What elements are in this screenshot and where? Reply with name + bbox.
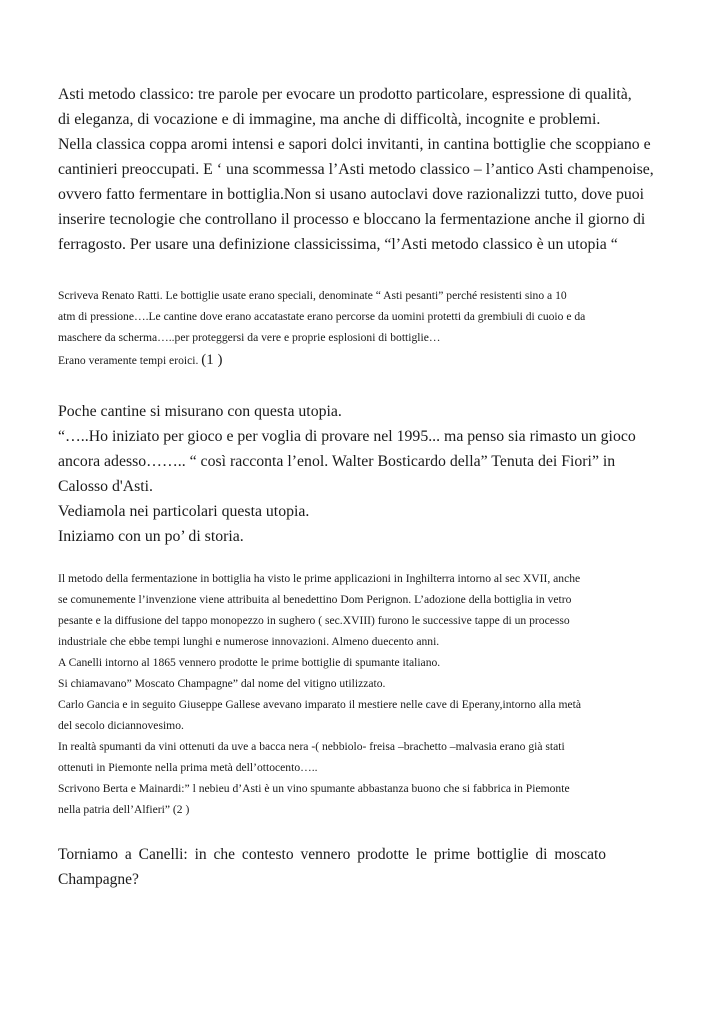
history-line: Carlo Gancia e in seguito Giuseppe Gallese avevano imparato il mestiere nelle cave di Eperany,intorno alla metà bbox=[58, 698, 582, 711]
intro-line: di eleganza, di vocazione e di immagine, ma anche di difficoltà, incognite e problemi. bbox=[58, 111, 601, 128]
history-line: Si chiamavano” Moscato Champagne” dal nome del vitigno utilizzato. bbox=[58, 677, 386, 690]
history-line: Il metodo della fermentazione in bottiglia ha visto le prime applicazioni in Inghilterra intorno al sec XVII, anche bbox=[58, 572, 581, 585]
history-line: A Canelli intorno al 1865 vennero prodotte le prime bottiglie di spumante italiano. bbox=[58, 656, 441, 669]
intro-line: Asti metodo classico: tre parole per evocare un prodotto particolare, espressione di qualità, bbox=[58, 86, 632, 103]
quote-line: Scriveva Renato Ratti. Le bottiglie usate erano speciali, denominate “ Asti pesanti” perché resistenti sino a 10 bbox=[58, 289, 567, 302]
history-line: del secolo diciannovesimo. bbox=[58, 719, 184, 732]
closing-question-line: Champagne? bbox=[58, 871, 139, 888]
history-line: pesante e la diffusione del tappo monopezzo in sughero ( sec.XVIII) furono le successive tappe di un processo bbox=[58, 614, 570, 627]
history-line: In realtà spumanti da vini ottenuti da uve a bacca nera -( nebbiolo- freisa –brachetto –malvasia erano già stati bbox=[58, 740, 565, 753]
closing-question-line: Torniamo a Canelli: in che contesto vennero prodotte le prime bottiglie di moscato bbox=[58, 846, 606, 863]
quote-line-last bbox=[58, 352, 223, 369]
quote-line: atm di pressione….Le cantine dove erano accatastate erano percorse da uomini protetti da grembiuli di cuoio e da bbox=[58, 310, 586, 323]
history-line: nella patria dell’Alfieri” (2 ) bbox=[58, 803, 190, 816]
intro-line: cantinieri preoccupati. E ‘ una scommessa l’Asti metodo classico – l’antico Asti champenoise, bbox=[58, 161, 654, 178]
intro-line: Nella classica coppa aromi intensi e sapori dolci invitanti, in cantina bottiglie che scoppiano e bbox=[58, 136, 651, 153]
footnote-ref-1: (1 ) bbox=[201, 352, 223, 368]
history-line: ottenuti in Piemonte nella prima metà dell’ottocento….. bbox=[58, 761, 318, 774]
intro-line: ovvero fatto fermentare in bottiglia.Non si usano autoclavi dove razionalizzi tutto, dove puoi bbox=[58, 186, 645, 203]
history-line: industriale che ebbe tempi lunghi e numerose innovazioni. Almeno duecento anni. bbox=[58, 635, 440, 648]
body-line: ancora adesso…….. “ così racconta l’enol. Walter Bosticardo della” Tenuta dei Fiori” in bbox=[58, 453, 616, 470]
body-line: “…..Ho iniziato per gioco e per voglia di provare nel 1995... ma penso sia rimasto un gioco bbox=[58, 428, 636, 445]
body-line: Iniziamo con un po’ di storia. bbox=[58, 528, 244, 545]
body-line: Calosso d'Asti. bbox=[58, 478, 154, 495]
intro-line: ferragosto. Per usare una definizione classicissima, “l’Asti metodo classico è un utopia “ bbox=[58, 236, 618, 253]
history-line: Scrivono Berta e Mainardi:” l nebieu d’Asti è un vino spumante abbastanza buono che si fabbrica in Piemonte bbox=[58, 782, 570, 795]
quote-text: Erano veramente tempi eroici. bbox=[58, 354, 199, 367]
intro-line: inserire tecnologie che controllano il processo e bloccano la fermentazione anche il giorno di bbox=[58, 211, 646, 228]
body-line: Vediamola nei particolari questa utopia. bbox=[58, 503, 310, 520]
body-line: Poche cantine si misurano con questa utopia. bbox=[58, 403, 342, 420]
quote-line: maschere da scherma…..per proteggersi da vere e proprie esplosioni di bottiglie… bbox=[58, 331, 441, 344]
history-line: se comunemente l’invenzione viene attribuita al benedettino Dom Perignon. L’adozione della bottiglia in vetro bbox=[58, 593, 572, 606]
